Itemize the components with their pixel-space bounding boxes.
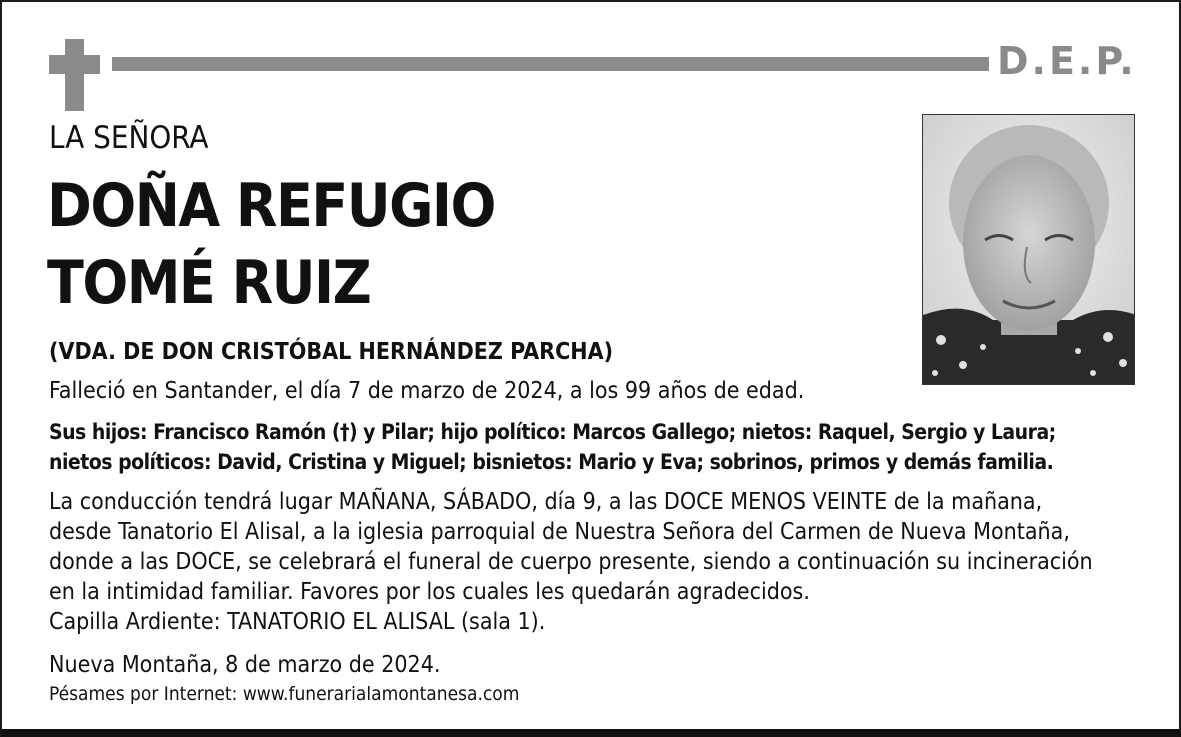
deceased-name-line: TOMÉ RUIZ <box>47 248 371 318</box>
deceased-name <box>47 168 495 322</box>
dep-label: D.E.P. <box>997 39 1137 83</box>
funeral-line: desde Tanatorio El Alisal, a la iglesia parroquial de Nuestra Señora del Carmen de Nueva Montaña, <box>49 519 1070 545</box>
funeral-line: La conducción tendrá lugar MAÑANA, SÁBADO, día 9, a las DOCE MENOS VEINTE de la mañana, <box>49 489 1043 515</box>
deceased-name-line: DOÑA REFUGIO <box>47 171 495 241</box>
funeral-line: donde a las DOCE, se celebrará el funeral de cuerpo presente, siendo a continuación su incineración <box>49 549 1093 575</box>
deceased-portrait <box>922 114 1135 385</box>
chapel-info: Capilla Ardiente: TANATORIO EL ALISAL (sala 1). <box>49 609 546 635</box>
family-line: Sus hijos: Francisco Ramón (†) y Pilar; hijo político: Marcos Gallego; nietos: Raquel, Sergio y Laura; <box>49 420 1056 444</box>
family-list <box>49 417 1149 477</box>
funeral-details <box>49 487 1159 607</box>
header-rule <box>112 57 989 71</box>
condolences-web: Pésames por Internet: www.funerarialamontanesa.com <box>49 683 520 705</box>
family-line: nietos políticos: David, Cristina y Miguel; bisnietos: Mario y Eva; sobrinos, primos y demás familia. <box>49 450 1054 474</box>
widow-note: (VDA. DE DON CRISTÓBAL HERNÁNDEZ PARCHA) <box>49 339 614 365</box>
funeral-line: en la intimidad familiar. Favores por los cuales les quedarán agradecidos. <box>49 579 810 605</box>
honorific-prefix: LA SEÑORA <box>49 120 209 156</box>
place-date: Nueva Montaña, 8 de marzo de 2024. <box>49 652 441 678</box>
death-notice: Falleció en Santander, el día 7 de marzo de 2024, a los 99 años de edad. <box>49 378 805 404</box>
